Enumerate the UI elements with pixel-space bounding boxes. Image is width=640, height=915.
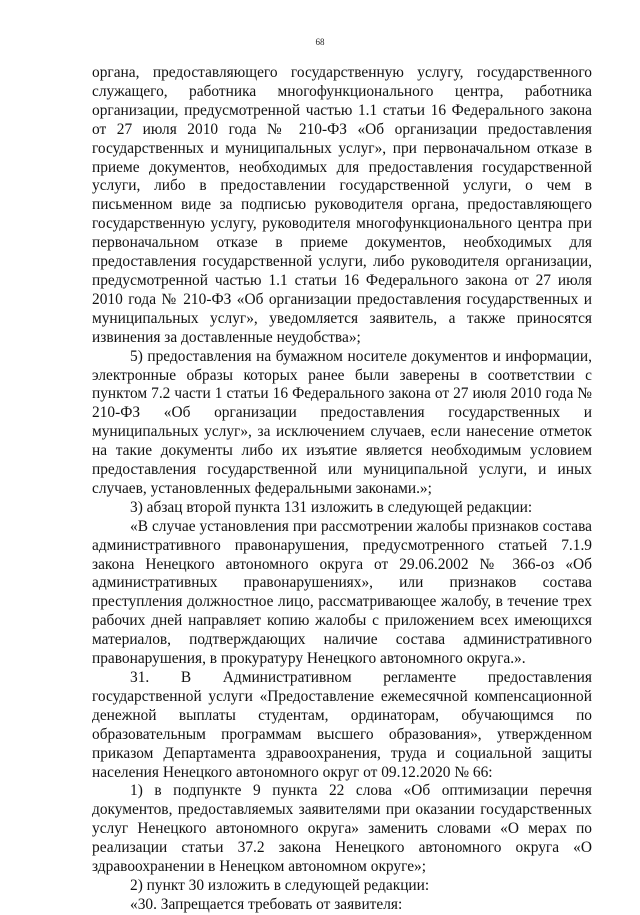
paragraph-item-30: «30. Запрещается требовать от заявителя: xyxy=(130,895,403,913)
paragraph-item-3: 3) абзац второй пункта 131 изложить в следующей редакции: xyxy=(130,498,533,516)
document-body xyxy=(92,64,592,915)
paragraph-item-1: 1) в подпункте 9 пункта 22 слова «Об оптимизации перечня документов, предоставляемых заявителями при оказании государственных услуг Ненецкого автономного округа» заменить словами «О мерах по реализации статьи 37.2 закона Ненецкого автономного округа «О здравоохранении в Ненецком автономном округе»; xyxy=(92,782,592,876)
paragraph-item-5: 5) предоставления на бумажном носителе документов и информации, электронные образы которых ранее были заверены в соответствии с пунктом 7.2 части 1 статьи 16 Федерального закона от 27 июля 2010 года № 210-ФЗ «Об организации предоставления государственных и муниципальных услуг», за исключением случаев, если нанесение отметок на такие документы либо их изъятие является необходимым условием предоставления государственной или муниципальной услуги, и иных случаев, установленных федеральными законами.»; xyxy=(92,347,592,497)
paragraph-continuation: органа, предоставляющего государственную услугу, государственного служащего, работника многофункционального центра, работника организации, предусмотренной частью 1.1 статьи 16 Федерального закона от 27 июля 2010 года № 210-ФЗ «Об организации предоставления государственных и муниципальных услуг», при первоначальном отказе в приеме документов, необходимых для предоставления государственной услуги, либо в предоставлении государственной услуги, о чем в письменном виде за подписью руководителя органа, предоставляющего государственную услугу, руководителя многофункционального центра при первоначальном отказе в приеме документов, необходимых для предоставления государственной услуги, либо руководителя организации, предусмотренной частью 1.1 статьи 16 Федерального закона от 27 июля 2010 года № 210-ФЗ «Об организации предоставления государственных и муниципальных услуг», уведомляется заявитель, а также приносятся извинения за доставленные неудобства»; xyxy=(92,64,592,346)
paragraph-quote-complaint: «В случае установления при рассмотрении жалобы признаков состава административного правонарушения, предусмотренного статьей 7.1.9 закона Ненецкого автономного округа от 29.06.2002 № 366-оз «Об административных правонарушениях», или признаков состава преступления должностное лицо, рассматривающее жалобу, в течение трех рабочих дней направляет копию жалобы с приложением всех имеющихся материалов, подтверждающих наличие состава административного правонарушения, в прокуратуру Ненецкого автономного округа.». xyxy=(92,517,592,668)
page-number: 68 xyxy=(315,37,325,47)
paragraph-section-31: 31. В Административном регламенте предоставления государственной услуги «Предоставление ежемесячной компенсационной денежной выплаты студентам, ординаторам, обучающимся по образовательным программам высшего образования», утвержденном приказом Департамента здравоохранения, труда и социальной защиты населения Ненецкого автономного округ от 09.12.2020 № 66: xyxy=(92,669,592,781)
paragraph-item-2: 2) пункт 30 изложить в следующей редакции: xyxy=(130,876,430,894)
